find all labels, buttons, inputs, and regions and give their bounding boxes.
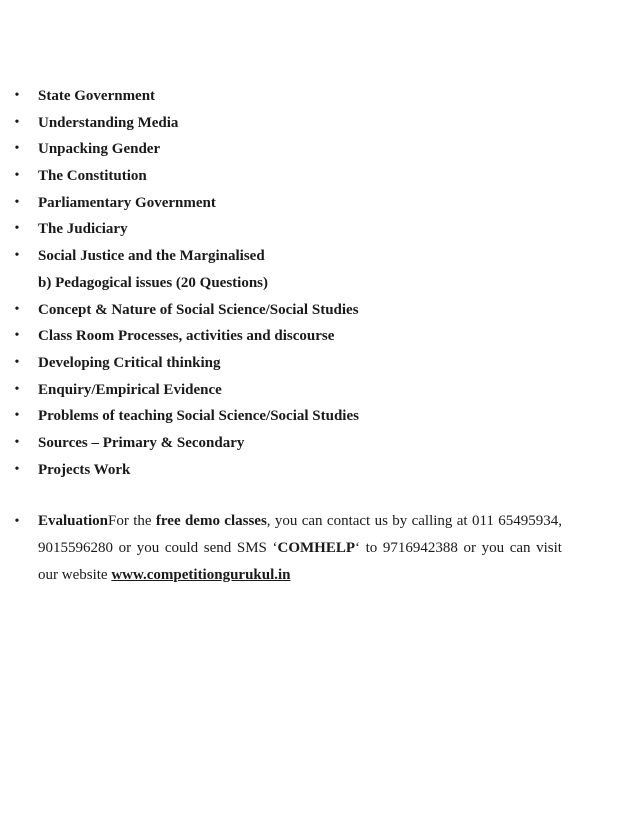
list-item: • Unpacking Gender (0, 136, 638, 163)
list-item: • The Judiciary (0, 216, 638, 243)
list-item: • Concept & Nature of Social Science/Social Studies (0, 297, 638, 324)
list-item: • Enquiry/Empirical Evidence (0, 377, 638, 404)
list-item: • Projects Work (0, 457, 638, 484)
bullet-icon: • (14, 221, 20, 237)
bullet-icon: • (14, 194, 20, 210)
website-link[interactable]: www.competitiongurukul.in (111, 567, 291, 583)
list-item: • State Government (0, 83, 638, 110)
list-item: • The Constitution (0, 163, 638, 190)
bullet-icon: • (14, 461, 20, 477)
bullet-icon: • (14, 434, 20, 450)
bullet-icon: • (14, 248, 20, 264)
bullet-icon: • (14, 408, 20, 424)
bullet-icon: • (14, 381, 20, 397)
list-item: • Developing Critical thinking (0, 350, 638, 377)
list-item: • Understanding Media (0, 110, 638, 137)
bullet-icon: • (14, 168, 20, 184)
bullet-icon: • (14, 301, 20, 317)
list-item: • Class Room Processes, activities and discourse (0, 323, 638, 350)
syllabus-list (0, 83, 638, 483)
bullet-icon: • (14, 514, 20, 529)
bullet-icon: • (14, 114, 20, 130)
free-demo-classes-text: free demo classes (155, 513, 267, 529)
subheading: b) Pedagogical issues (20 Questions) (38, 274, 269, 291)
evaluation-label: Evaluation (38, 513, 109, 529)
bullet-icon: • (14, 328, 20, 344)
bullet-icon: • (14, 141, 20, 157)
sms-code: COMHELP (277, 540, 355, 556)
list-item: • Parliamentary Government (0, 190, 638, 217)
bullet-icon: • (14, 88, 20, 103)
evaluation-text: EvaluationFor the free demo classes, you can contact us by calling at 011 65495934, 9015596280 or you could send SMS ‘COMHELP‘ to 9716942388 or you can visit our website www.competitiongurukul.in (38, 513, 562, 583)
bullet-icon: • (14, 354, 20, 370)
list-item: • Sources – Primary & Secondary (0, 430, 638, 457)
list-item: • Social Justice and the Marginalised (0, 243, 638, 270)
list-item: • Problems of teaching Social Science/Social Studies (0, 403, 638, 430)
